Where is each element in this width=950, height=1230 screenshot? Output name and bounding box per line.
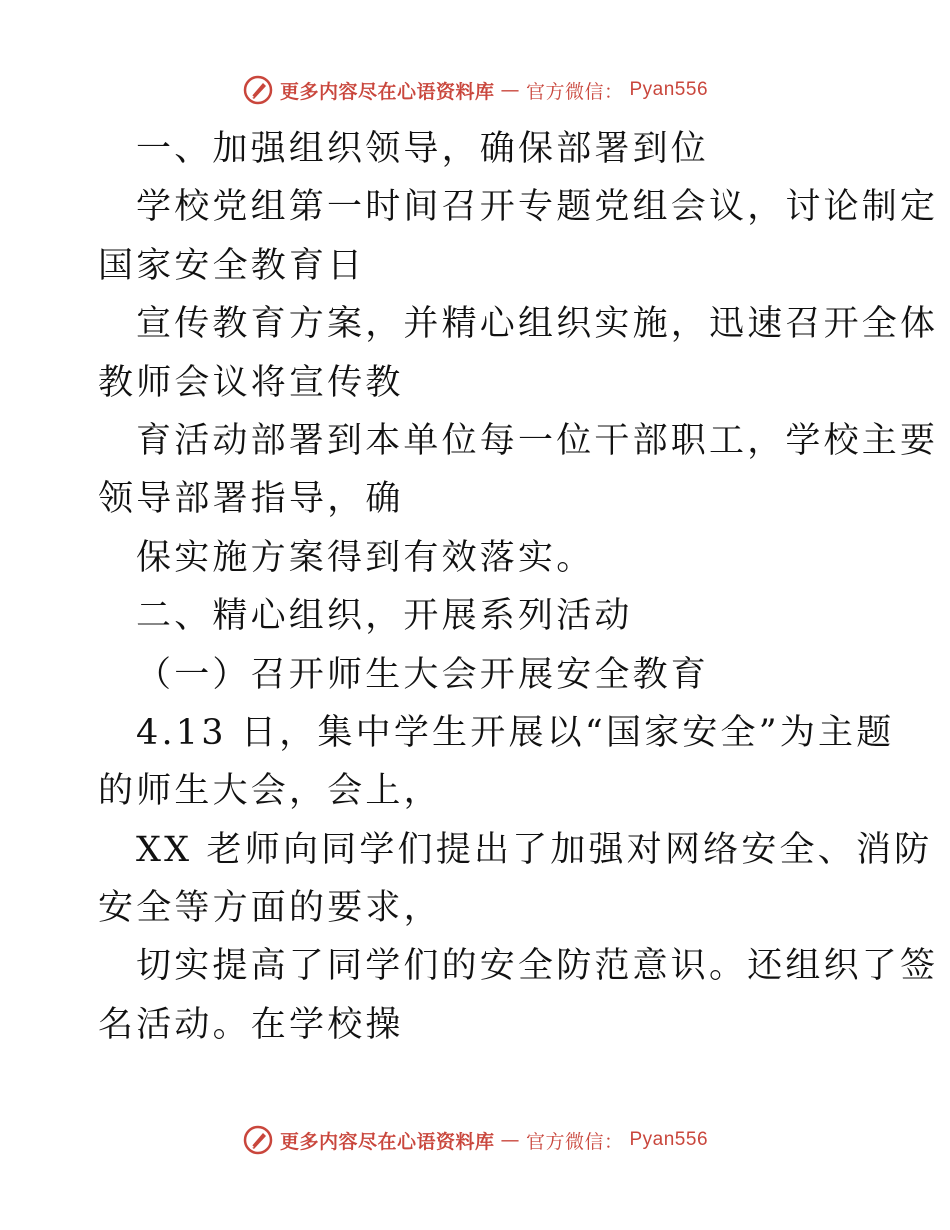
paragraph-line: 学校党组第一时间召开专题党组会议，讨论制定	[136, 187, 939, 228]
header-wechat-id: Pyan556	[629, 79, 709, 100]
pen-logo-icon	[242, 74, 274, 106]
footer-wechat-id: Pyan556	[629, 1129, 709, 1150]
paragraph-line: 切实提高了同学们的安全防范意识。还组织了签	[136, 946, 939, 987]
paragraph-line: 的师生大会，会上，	[98, 771, 442, 812]
paragraph-line: 育活动部署到本单位每一位干部职工，学校主要	[136, 420, 939, 461]
heading-section-1: 一、加强组织领导，确保部署到位	[136, 129, 710, 169]
paragraph-line: 保实施方案得到有效落实。	[136, 537, 595, 578]
header-brand-text: 更多内容尽在心语资料库	[279, 80, 495, 103]
paragraph-line: 教师会议将宣传教	[98, 362, 404, 403]
paragraph-line: 领导部署指导，确	[98, 479, 404, 520]
footer-banner	[0, 1120, 950, 1160]
paragraph-line: 名活动。在学校操	[98, 1004, 404, 1045]
header-wechat-label: 官方微信：	[525, 80, 624, 103]
footer-separator: —	[500, 1129, 520, 1151]
footer-wechat-label: 官方微信：	[525, 1130, 624, 1153]
paragraph-line: 国家安全教育日	[98, 245, 366, 286]
footer-banner-content	[242, 1124, 708, 1156]
paragraph-line: 安全等方面的要求，	[98, 888, 442, 929]
document-body	[98, 120, 939, 1054]
pen-logo-icon	[242, 1124, 274, 1156]
footer-brand-text: 更多内容尽在心语资料库	[279, 1130, 495, 1153]
heading-section-2: 二、精心组织，开展系列活动	[136, 596, 633, 637]
header-banner	[0, 70, 950, 110]
header-separator: —	[500, 79, 520, 101]
subheading-1: （一）召开师生大会开展安全教育	[136, 654, 710, 695]
paragraph-line: XX 老师向同学们提出了加强对网络安全、消防	[136, 829, 933, 870]
header-banner-content	[242, 74, 708, 106]
paragraph-line: 宣传教育方案，并精心组织实施，迅速召开全体	[136, 304, 939, 345]
paragraph-line: 4.13 日，集中学生开展以“国家安全”为主题	[136, 712, 895, 753]
